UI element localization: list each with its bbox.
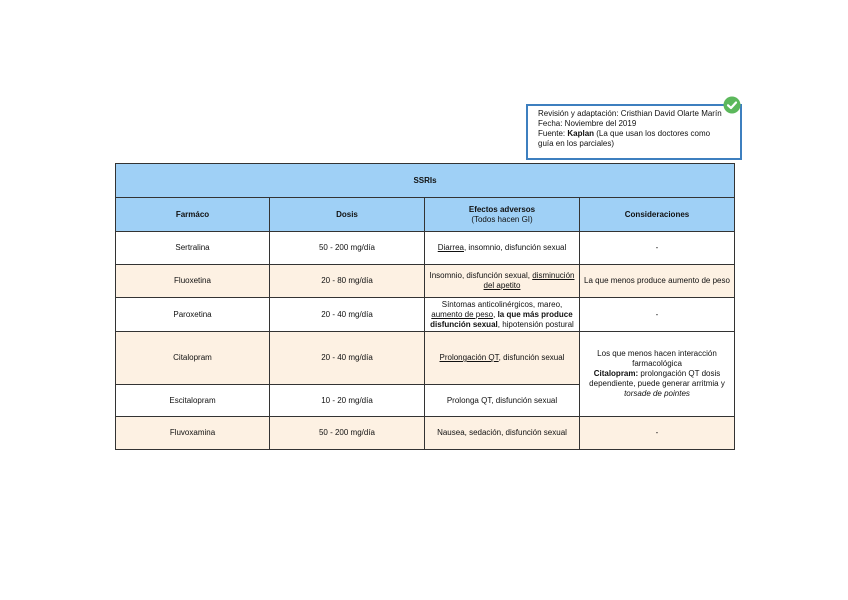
info-date: Fecha: Noviembre del 2019 — [538, 119, 637, 128]
cell-farmaco: Fluvoxamina — [116, 417, 270, 450]
cell-efectos: Diarrea, insomnio, disfunción sexual — [425, 232, 580, 265]
cell-consideraciones: - — [580, 298, 735, 332]
table-row — [116, 332, 735, 385]
ssri-table — [115, 163, 735, 450]
cell-farmaco: Escitalopram — [116, 385, 270, 417]
cell-farmaco: Paroxetina — [116, 298, 270, 332]
cell-farmaco: Citalopram — [116, 332, 270, 385]
info-revision: Revisión y adaptación: Cristhian David Olarte Marín — [538, 109, 722, 118]
cell-dosis: 10 - 20 mg/día — [270, 385, 425, 417]
table-row — [116, 298, 735, 332]
cell-consideraciones-merged: Los que menos hacen interacción farmacológica Citalopram: prolongación QT dosis dependiente, puede generar arritmia y torsade de pointes — [580, 332, 735, 417]
table-row — [116, 232, 735, 265]
cell-efectos: Prolonga QT, disfunción sexual — [425, 385, 580, 417]
table-row — [116, 265, 735, 298]
cell-efectos: Nausea, sedación, disfunción sexual — [425, 417, 580, 450]
cell-farmaco: Fluoxetina — [116, 265, 270, 298]
cell-dosis: 50 - 200 mg/día — [270, 417, 425, 450]
cell-efectos: Prolongación QT, disfunción sexual — [425, 332, 580, 385]
cell-consideraciones: - — [580, 417, 735, 450]
header-consideraciones: Consideraciones — [580, 198, 735, 232]
check-icon — [723, 96, 741, 114]
cell-efectos: Insomnio, disfunción sexual, disminución del apetito — [425, 265, 580, 298]
cell-efectos: Síntomas anticolinérgicos, mareo, aumento de peso, la que más produce disfunción sexual, hipotensión postural — [425, 298, 580, 332]
cell-dosis: 50 - 200 mg/día — [270, 232, 425, 265]
table-title: SSRIs — [116, 164, 735, 198]
info-source: Fuente: Kaplan (La que usan los doctores como — [538, 129, 711, 138]
info-source-cont: guía en los parciales) — [538, 139, 615, 148]
header-farmaco: Farmáco — [116, 198, 270, 232]
cell-consideraciones: La que menos produce aumento de peso — [580, 265, 735, 298]
header-dosis: Dosis — [270, 198, 425, 232]
cell-dosis: 20 - 40 mg/día — [270, 332, 425, 385]
cell-dosis: 20 - 40 mg/día — [270, 298, 425, 332]
cell-farmaco: Sertralina — [116, 232, 270, 265]
source-info-box — [526, 104, 742, 160]
cell-dosis: 20 - 80 mg/día — [270, 265, 425, 298]
header-efectos: Efectos adversos (Todos hacen GI) — [425, 198, 580, 232]
cell-consideraciones: - — [580, 232, 735, 265]
table-row — [116, 417, 735, 450]
